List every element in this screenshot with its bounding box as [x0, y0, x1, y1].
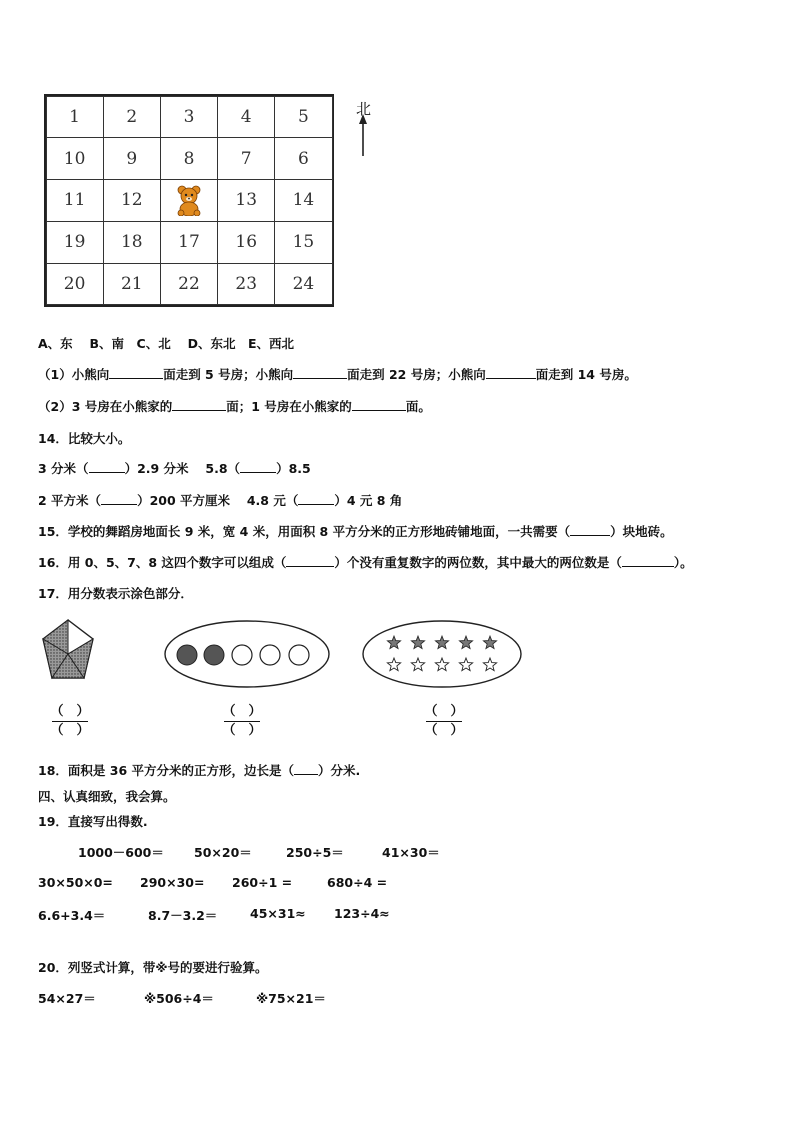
grid-cell: 7: [217, 137, 275, 180]
q19-title: 19．直接写出得数.: [38, 814, 148, 829]
q14-row1-a: 3 分米（: [38, 461, 89, 476]
grid-cell: 5: [274, 96, 332, 139]
grid-cell: 17: [160, 221, 218, 264]
fraction-numerator: （ ）: [222, 704, 262, 719]
calc-item: 290×30=: [140, 875, 205, 890]
grid-cell: 24: [274, 263, 332, 306]
fraction-bar: [224, 721, 260, 722]
answer-blank[interactable]: [352, 410, 406, 411]
q16-text-a: 16．用 0、5、7、8 这四个数字可以组成（: [38, 555, 287, 570]
grid-cell: 13: [217, 179, 275, 222]
q14-title: 14．比较大小。: [38, 431, 131, 446]
fraction-numerator: （ ）: [50, 704, 90, 719]
bear-cell: [160, 179, 218, 222]
q18-text-a: 18．面积是 36 平方分米的正方形，边长是（: [38, 763, 294, 778]
q18-text-b: ）分米.: [318, 763, 361, 778]
fraction-numerator: （ ）: [424, 704, 464, 719]
calc-item: 6.6+3.4＝: [38, 908, 106, 923]
fraction-denominator: （ ）: [222, 723, 262, 738]
room-grid: [44, 94, 334, 307]
q17-title: 17．用分数表示涂色部分．: [38, 586, 193, 601]
calc-item: 50×20＝: [194, 845, 252, 860]
grid-cell: 1: [46, 96, 104, 139]
grid-cell: 20: [46, 263, 104, 306]
calc-item: ※506÷4＝: [144, 991, 214, 1006]
grid-cell: 4: [217, 96, 275, 139]
teddy-bear-icon: [174, 184, 204, 216]
grid-cell: 10: [46, 137, 104, 180]
answer-blank[interactable]: [294, 774, 318, 775]
q14-row1-b: ）2.9 分米 5.8（: [124, 461, 241, 476]
calc-item: 260÷1 =: [232, 875, 293, 890]
calc-item: 250÷5＝: [286, 845, 344, 860]
answer-blank[interactable]: [240, 472, 276, 473]
answer-blank[interactable]: [622, 566, 674, 567]
q15: [38, 522, 673, 540]
grid-cell: 21: [103, 263, 161, 306]
answer-blank[interactable]: [89, 472, 125, 473]
stars-ellipse: [360, 618, 524, 690]
fraction-bar: [426, 721, 462, 722]
answer-blank[interactable]: [293, 378, 347, 379]
fraction-denominator: （ ）: [424, 723, 464, 738]
grid-cell: 15: [274, 221, 332, 264]
q13-2-text-a: （2）3 号房在小熊家的: [38, 399, 173, 414]
q13-1-text-c: 面走到 22 号房；小熊向: [347, 367, 486, 382]
north-label: 北: [356, 100, 372, 118]
answer-blank[interactable]: [298, 504, 334, 505]
grid-cell: 9: [103, 137, 161, 180]
calc-item: 54×27＝: [38, 991, 96, 1006]
calc-item: 680÷4 =: [327, 875, 388, 890]
grid-cell: 23: [217, 263, 275, 306]
q16-text-c: ）。: [673, 555, 693, 570]
q15-text-b: ）块地砖。: [610, 524, 673, 539]
answer-blank[interactable]: [101, 504, 137, 505]
fraction-answer-2[interactable]: [222, 704, 262, 739]
calc-item: 8.7－3.2＝: [148, 908, 218, 923]
q14-row2-b: ）200 平方厘米 4.8 元（: [137, 493, 299, 508]
q13-part2: [38, 397, 431, 415]
fraction-denominator: （ ）: [50, 723, 90, 738]
q18: [38, 761, 360, 779]
calc-item: 45×31≈: [250, 906, 306, 921]
section-4-heading: 四、认真细致，我会算。: [38, 789, 176, 804]
q14-row2-a: 2 平方米（: [38, 493, 102, 508]
q13-1-text-a: （1）小熊向: [38, 367, 110, 382]
q14-row2-c: ）4 元 8 角: [334, 493, 403, 508]
grid-cell: 16: [217, 221, 275, 264]
calc-item: ※75×21＝: [256, 991, 326, 1006]
grid-cell: 2: [103, 96, 161, 139]
calc-item: 123÷4≈: [334, 906, 390, 921]
q16-text-b: ）个没有重复数字的两位数，其中最大的两位数是（: [334, 555, 622, 570]
q16: [38, 553, 693, 571]
grid-cell: 22: [160, 263, 218, 306]
grid-cell: 3: [160, 96, 218, 139]
q20-title: 20．列竖式计算，带※号的要进行验算。: [38, 960, 268, 975]
q13-part1: [38, 365, 637, 383]
grid-cell: 6: [274, 137, 332, 180]
q14-row1-c: ）8.5: [276, 461, 311, 476]
fraction-bar: [52, 721, 88, 722]
circles-ellipse: [162, 618, 332, 690]
calc-item: 1000－600＝: [78, 845, 164, 860]
q13-2-text-c: 面。: [405, 399, 431, 414]
grid-cell: 18: [103, 221, 161, 264]
direction-options: A、东 B、南 C、北 D、东北 E、西北: [38, 336, 294, 351]
answer-blank[interactable]: [570, 535, 610, 536]
q13-1-text-b: 面走到 5 号房；小熊向: [163, 367, 294, 382]
q14-row2: [38, 491, 402, 509]
q15-text-a: 15．学校的舞蹈房地面长 9 米，宽 4 米，用面积 8 平方分米的正方形地砖铺地面，一共需要（: [38, 524, 571, 539]
answer-blank[interactable]: [286, 566, 334, 567]
fraction-answer-3[interactable]: [424, 704, 464, 739]
answer-blank[interactable]: [486, 378, 536, 379]
answer-blank[interactable]: [109, 378, 163, 379]
calc-item: 30×50×0=: [38, 875, 113, 890]
fraction-answer-1[interactable]: [50, 704, 90, 739]
q13-1-text-d: 面走到 14 号房。: [535, 367, 637, 382]
answer-blank[interactable]: [172, 410, 226, 411]
calc-item: 41×30＝: [382, 845, 440, 860]
shaded-pentagon: [38, 616, 98, 688]
grid-cell: 12: [103, 179, 161, 222]
q13-2-text-b: 面；1 号房在小熊家的: [226, 399, 352, 414]
q14-row1: [38, 459, 311, 477]
grid-cell: 14: [274, 179, 332, 222]
grid-cell: 8: [160, 137, 218, 180]
grid-cell: 19: [46, 221, 104, 264]
grid-cell: 11: [46, 179, 104, 222]
